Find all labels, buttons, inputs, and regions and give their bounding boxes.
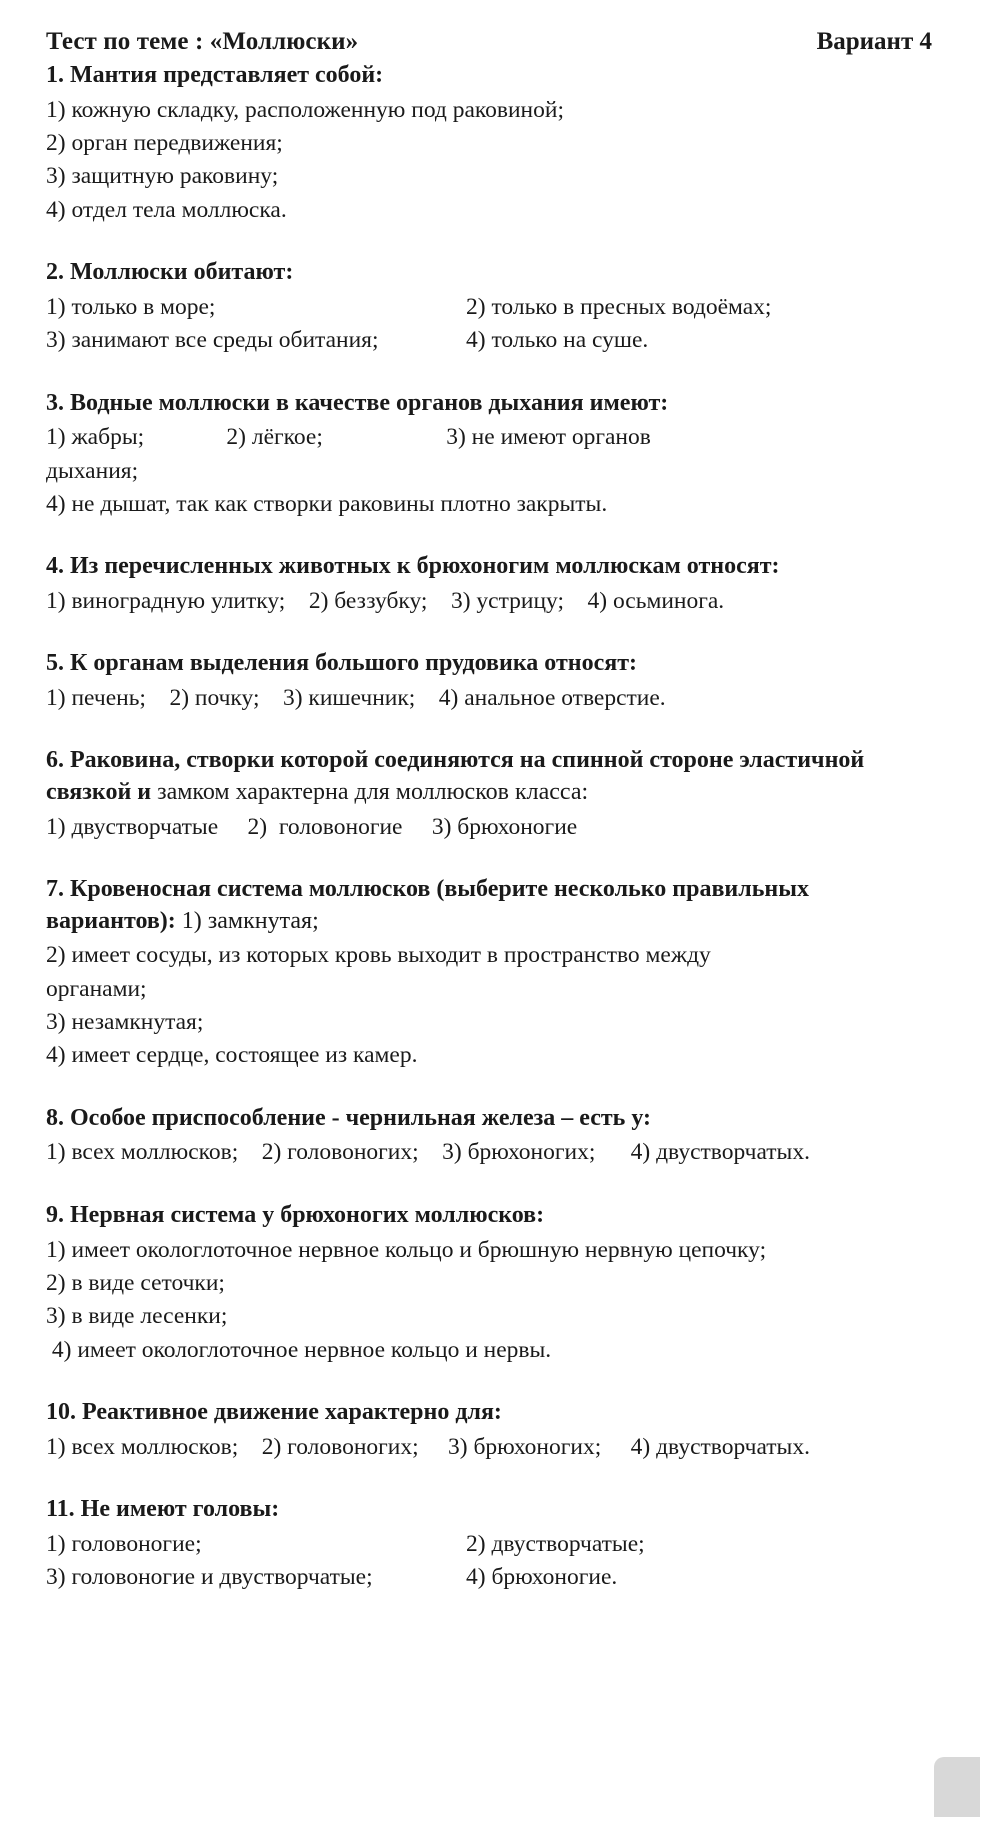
question-10	[46, 1397, 942, 1464]
question-10-options-row: 1) всех моллюсков; 2) головоногих; 3) брюхоногих; 4) двустворчатых.	[46, 1433, 810, 1460]
question-2	[46, 257, 942, 357]
question-2-row-1	[46, 291, 942, 324]
question-5-title: 5. К органам выделения большого прудовика относят:	[46, 650, 638, 677]
question-9-option-4: 4) имеет окологлоточное нервное кольцо и нервы.	[46, 1336, 552, 1363]
question-8	[46, 1103, 942, 1170]
question-4	[46, 551, 942, 618]
question-3-title: 3. Водные моллюски в качестве органов дыхания имеют:	[46, 389, 669, 416]
page-title: Тест по теме : «Моллюски»	[46, 28, 359, 55]
question-11-row-2	[46, 1561, 942, 1594]
question-2-title: 2. Моллюски обитают:	[46, 259, 294, 286]
question-1-title: 1. Мантия представляет собой:	[46, 62, 384, 88]
variant-label: Вариант 4	[816, 28, 932, 55]
question-2-option-2: 2) только в пресных водоёмах;	[466, 293, 772, 320]
question-9-title: 9. Нервная система у брюхоногих моллюсков:	[46, 1201, 545, 1228]
question-11-option-1: 1) головоногие;	[46, 1530, 202, 1557]
question-8-options-row: 1) всех моллюсков; 2) головоногих; 3) брюхоногих; 4) двустворчатых.	[46, 1139, 810, 1166]
question-6-title	[46, 745, 942, 808]
question-3	[46, 388, 942, 522]
question-2-row-2	[46, 324, 942, 357]
question-4-title: 4. Из перечисленных животных к брюхоногим моллюскам относят:	[46, 553, 780, 580]
question-1-option-1: 1) кожную складку, расположенную под раковиной;	[46, 96, 564, 123]
question-7-option-1: 1) замкнутая;	[175, 907, 319, 934]
question-11-row-1	[46, 1528, 942, 1561]
question-6-title-normal: замком характерна для моллюсков класса:	[157, 778, 589, 805]
question-7-option-4: 4) имеет сердце, состоящее из камер.	[46, 1042, 418, 1069]
document-header	[46, 28, 942, 56]
question-11	[46, 1494, 942, 1594]
question-11-title: 11. Не имеют головы:	[46, 1495, 280, 1522]
question-1	[46, 60, 942, 227]
question-2-option-3: 3) занимают все среды обитания;	[46, 327, 379, 354]
question-7-option-2-cont: органами;	[46, 975, 147, 1002]
question-10-title: 10. Реактивное движение характерно для:	[46, 1398, 502, 1425]
question-7-option-2: 2) имеет сосуды, из которых кровь выходит в пространство между	[46, 942, 711, 969]
question-7-title	[46, 874, 942, 937]
question-11-option-4: 4) брюхоногие.	[466, 1564, 618, 1590]
page-corner-fold	[934, 1757, 980, 1817]
question-8-title: 8. Особое приспособление - чернильная железа – есть у:	[46, 1104, 652, 1131]
question-6	[46, 745, 942, 844]
question-3-option-3-cont: дыхания;	[46, 457, 139, 484]
question-1-option-3: 3) защитную раковину;	[46, 163, 279, 190]
question-3-option-4: 4) не дышат, так как створки раковины плотно закрыты.	[46, 490, 608, 517]
question-7	[46, 874, 942, 1073]
question-9-option-2: 2) в виде сеточки;	[46, 1269, 225, 1296]
question-7-title-bold: 7. Кровеносная система моллюсков (выберите несколько правильных вариантов):	[46, 876, 809, 934]
question-2-option-1: 1) только в море;	[46, 293, 216, 320]
question-1-option-2: 2) орган передвижения;	[46, 130, 283, 157]
question-9-option-1: 1) имеет окологлоточное нервное кольцо и брюшную нервную цепочку;	[46, 1236, 767, 1263]
question-7-option-3: 3) незамкнутая;	[46, 1009, 204, 1036]
question-9-option-3: 3) в виде лесенки;	[46, 1303, 228, 1330]
question-6-title-bold: 6. Раковина, створки которой соединяются на спинной стороне эластичной связкой и	[46, 747, 865, 805]
question-11-option-2: 2) двустворчатые;	[466, 1530, 645, 1557]
question-11-option-3: 3) головоногие и двустворчатые;	[46, 1564, 373, 1590]
question-4-options-row: 1) виноградную улитку; 2) беззубку; 3) устрицу; 4) осьминога.	[46, 587, 725, 614]
question-6-options-row: 1) двустворчатые 2) головоногие 3) брюхоногие	[46, 813, 578, 840]
question-3-options-row: 1) жабры; 2) лёгкое; 3) не имеют органов	[46, 424, 651, 451]
question-2-option-4: 4) только на суше.	[466, 327, 649, 354]
question-1-option-4: 4) отдел тела моллюска.	[46, 196, 287, 223]
question-5	[46, 648, 942, 715]
question-5-options-row: 1) печень; 2) почку; 3) кишечник; 4) анальное отверстие.	[46, 684, 666, 711]
question-9	[46, 1200, 942, 1367]
